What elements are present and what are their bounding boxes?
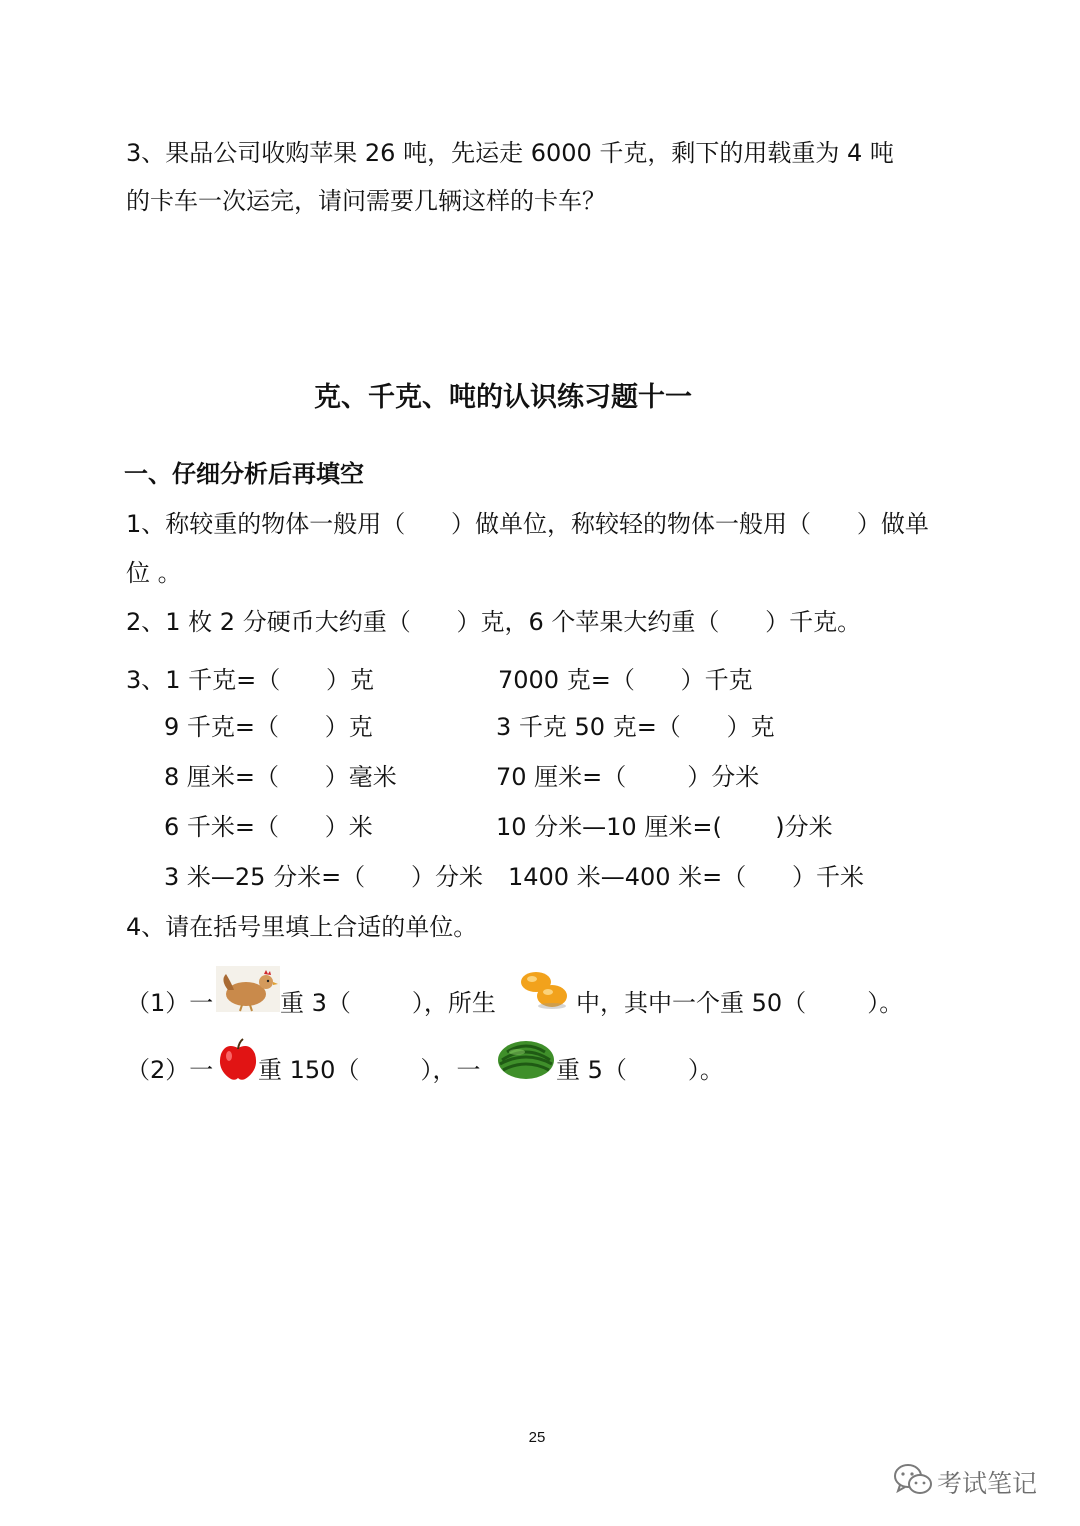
question-3-row-2-left: 9 千克=（ ）克 xyxy=(164,713,373,741)
question-3-row-2-right: 3 千克 50 克=（ ）克 xyxy=(496,713,775,741)
question-2: 2、1 枚 2 分硬币大约重（ ）克，6 个苹果大约重（ ）千克。 xyxy=(126,608,862,636)
question-4: 4、请在括号里填上合适的单位。 xyxy=(126,913,478,941)
page-number: 25 xyxy=(528,1429,546,1446)
watermark xyxy=(893,1460,1053,1500)
apple-icon xyxy=(216,1038,260,1082)
question-3-row-3-right: 70 厘米=（ ）分米 xyxy=(496,763,760,791)
question-3-row-3-left: 8 厘米=（ ）毫米 xyxy=(164,763,397,791)
question-1-line-1: 1、称较重的物体一般用（ ）做单位，称较轻的物体一般用（ ）做单 xyxy=(126,510,929,538)
q4-item-1-middle: 重 3（ ），所生 xyxy=(280,989,496,1017)
worksheet-title: 克、千克、吨的认识练习题十一 xyxy=(314,382,692,413)
watermark-text: 考试笔记 xyxy=(937,1469,1038,1498)
problem-3-line-2: 的卡车一次运完，请问需要几辆这样的卡车？ xyxy=(126,187,606,215)
q4-item-2-suffix: 重 5（ ）。 xyxy=(556,1056,724,1084)
problem-3-line-1: 3、果品公司收购苹果 26 吨，先运走 6000 千克，剩下的用载重为 4 吨 xyxy=(126,139,894,167)
question-3-row-1-right: 7000 克=（ ）千克 xyxy=(498,666,753,694)
q4-item-2-middle: 重 150（ ），一 xyxy=(258,1056,481,1084)
question-3-row-5-right: 1400 米—400 米=（ ）千米 xyxy=(508,863,865,891)
question-3-row-5-left: 3 米—25 分米=（ ）分米 xyxy=(164,863,483,891)
q4-item-1-suffix: 中，其中一个重 50（ ）。 xyxy=(576,989,904,1017)
hen-icon xyxy=(216,966,280,1012)
question-1-line-2: 位 。 xyxy=(126,559,182,587)
question-3-row-1-left: 3、1 千克=（ ）克 xyxy=(126,666,375,694)
question-3-row-4-right: 10 分米—10 厘米=( )分米 xyxy=(496,813,833,841)
question-3-row-4-left: 6 千米=（ ）米 xyxy=(164,813,373,841)
q4-item-2-prefix: （2）一 xyxy=(126,1056,214,1084)
wechat-icon xyxy=(893,1462,933,1502)
watermelon-icon xyxy=(497,1040,555,1080)
eggs-icon xyxy=(518,968,568,1010)
section-heading: 一、仔细分析后再填空 xyxy=(124,460,364,488)
q4-item-1-prefix: （1）一 xyxy=(126,989,214,1017)
